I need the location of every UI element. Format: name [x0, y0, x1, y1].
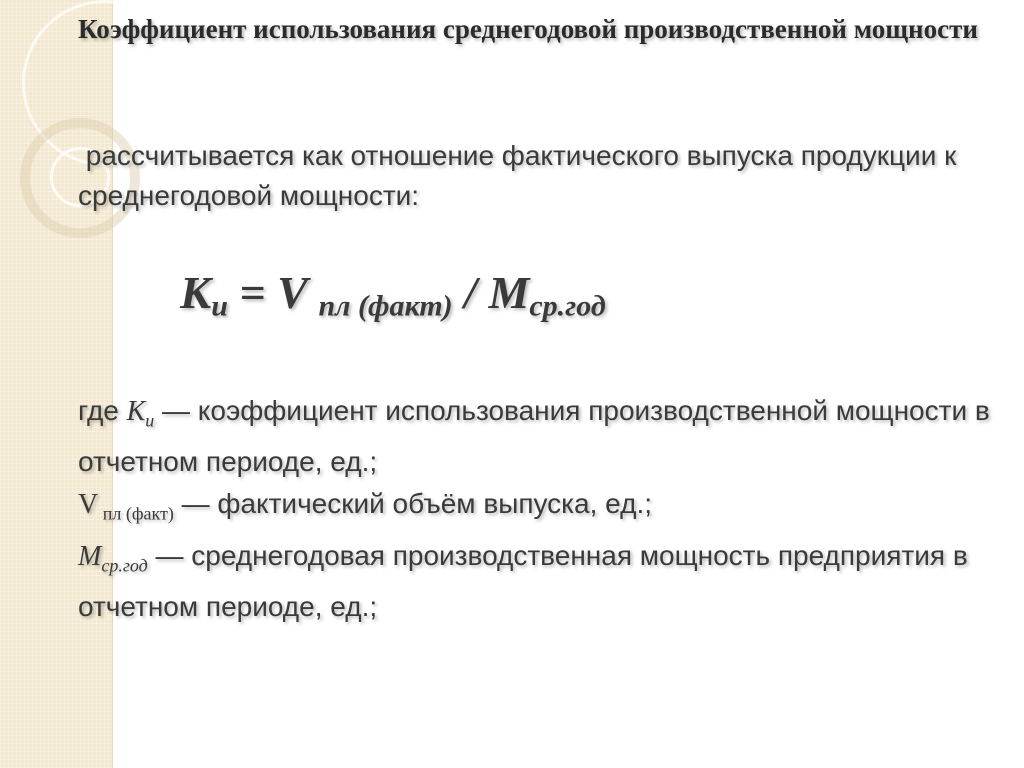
definition-v: [78, 483, 1008, 534]
definition-text: — коэффициент использования производственной мощности в отчетном периоде, ед.;: [78, 395, 990, 478]
definition-symbol: V: [78, 489, 99, 521]
formula-v-subscript: пл (факт): [318, 289, 453, 323]
formula-lhs-symbol: К: [180, 267, 212, 318]
definition-subscript: пл (факт): [98, 503, 174, 524]
definition-m: [78, 535, 1008, 628]
definition-symbol: К: [126, 396, 146, 427]
definition-text: — фактический объём выпуска, ед.;: [173, 488, 653, 520]
definition-ku: [78, 390, 1008, 483]
formula-divide: /: [452, 267, 489, 318]
definitions-block: [78, 390, 1008, 628]
definition-symbol: М: [78, 540, 102, 572]
formula: [180, 258, 606, 342]
formula-equals: =: [227, 267, 278, 318]
slide-intro-text: рассчитывается как отношение фактического выпуска продукции к среднегодовой мощности:: [78, 140, 965, 211]
formula-m-subscript: ср.год: [529, 289, 606, 323]
formula-v-symbol: V: [277, 267, 319, 318]
definition-text: — среднегодовая производственная мощность предприятия в отчетном периоде, ед.;: [78, 539, 968, 622]
definition-subscript: и: [145, 410, 155, 431]
formula-lhs-subscript: и: [211, 289, 228, 323]
definition-subscript: ср.год: [101, 554, 148, 575]
slide-title: Коэффициент использования среднегодовой производственной мощности: [78, 14, 978, 44]
formula-m-symbol: М: [488, 267, 530, 318]
definition-lead: где: [78, 395, 127, 426]
